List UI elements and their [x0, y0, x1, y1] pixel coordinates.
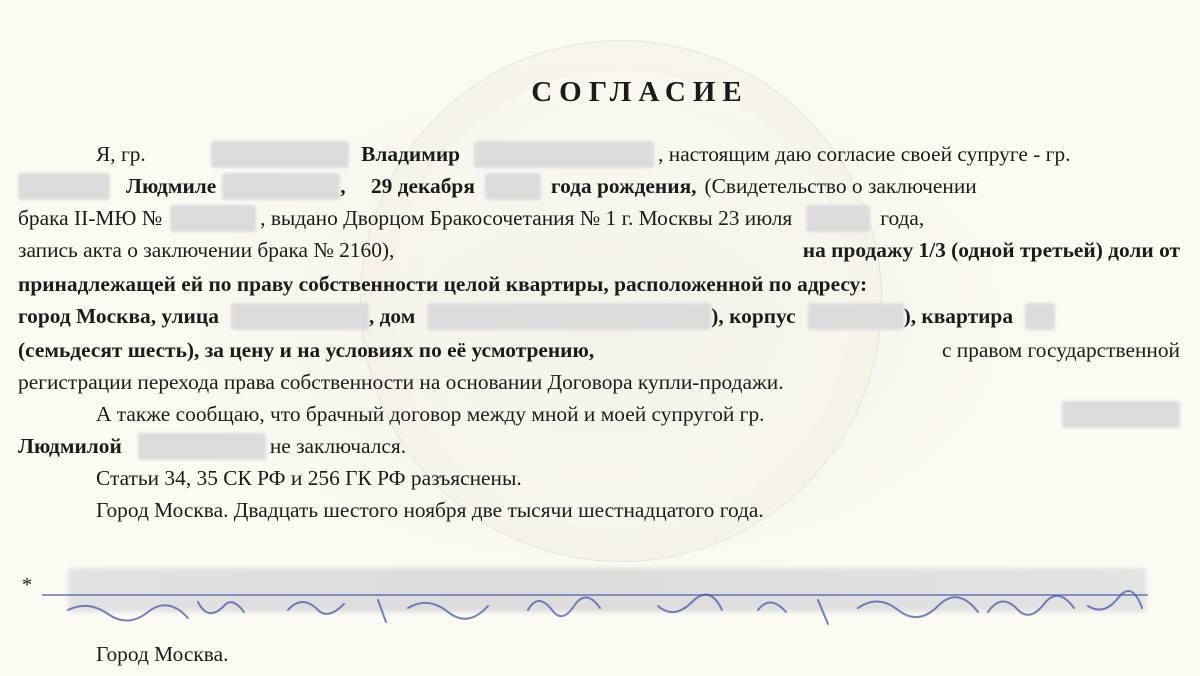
redacted-patronymic-2	[222, 173, 340, 200]
redacted-certificate-number	[170, 205, 256, 232]
signature-block	[18, 560, 1148, 640]
redacted-year	[485, 173, 541, 200]
redacted-street	[231, 303, 369, 330]
redacted-patronymic	[474, 141, 654, 168]
redacted-surname-3	[1062, 401, 1180, 428]
redacted-house	[427, 303, 711, 330]
redacted-surname	[211, 141, 349, 168]
text-line-8: регистрации перехода права собственности на основании Договора купли-продажи.	[18, 370, 784, 394]
text-line-12: Город Москва. Двадцать шестого ноября две тысячи шестнадцатого года.	[96, 498, 764, 522]
text-line-11: Статьи 34, 35 СК РФ и 256 ГК РФ разъяснены.	[96, 466, 522, 490]
redacted-surname-2	[18, 173, 110, 200]
redacted-building	[808, 303, 904, 330]
text-line-7: (семьдесят шесть), за цену и на условиях по её усмотрению, с правом государственной	[18, 338, 1180, 362]
redacted-patronymic-3	[138, 433, 266, 460]
handwritten-signature	[58, 580, 1148, 636]
text-line-3: брака II-МЮ № , выдано Дворцом Бракосочетания № 1 г. Москвы 23 июля года,	[18, 206, 925, 230]
text-line-2: Людмиле , 29 декабря года рождения, (Свидетельство о заключении	[18, 171, 1180, 201]
text-line-6: город Москва, улица , дом ), корпус ), квартира	[18, 301, 1180, 331]
text-line-9: А также сообщаю, что брачный договор между мной и моей супругой гр.	[96, 399, 1180, 429]
signature-marker: *	[22, 574, 32, 596]
redacted-apartment	[1025, 303, 1055, 330]
document-title: СОГЛАСИЕ	[531, 76, 749, 108]
redacted-year-2	[806, 205, 870, 232]
text-line-10: Людмилой не заключался.	[18, 434, 407, 458]
text-line-4: запись акта о заключении брака № 2160), на продажу 1/3 (одной третьей) доли от	[18, 238, 1180, 262]
footer-city: Город Москва.	[96, 642, 229, 666]
text-line-5: принадлежащей ей по праву собственности целой квартиры, расположенной по адресу:	[18, 272, 868, 296]
text-line-1: Я, гр. Владимир , настоящим даю согласие своей супруге - гр.	[96, 142, 1071, 166]
